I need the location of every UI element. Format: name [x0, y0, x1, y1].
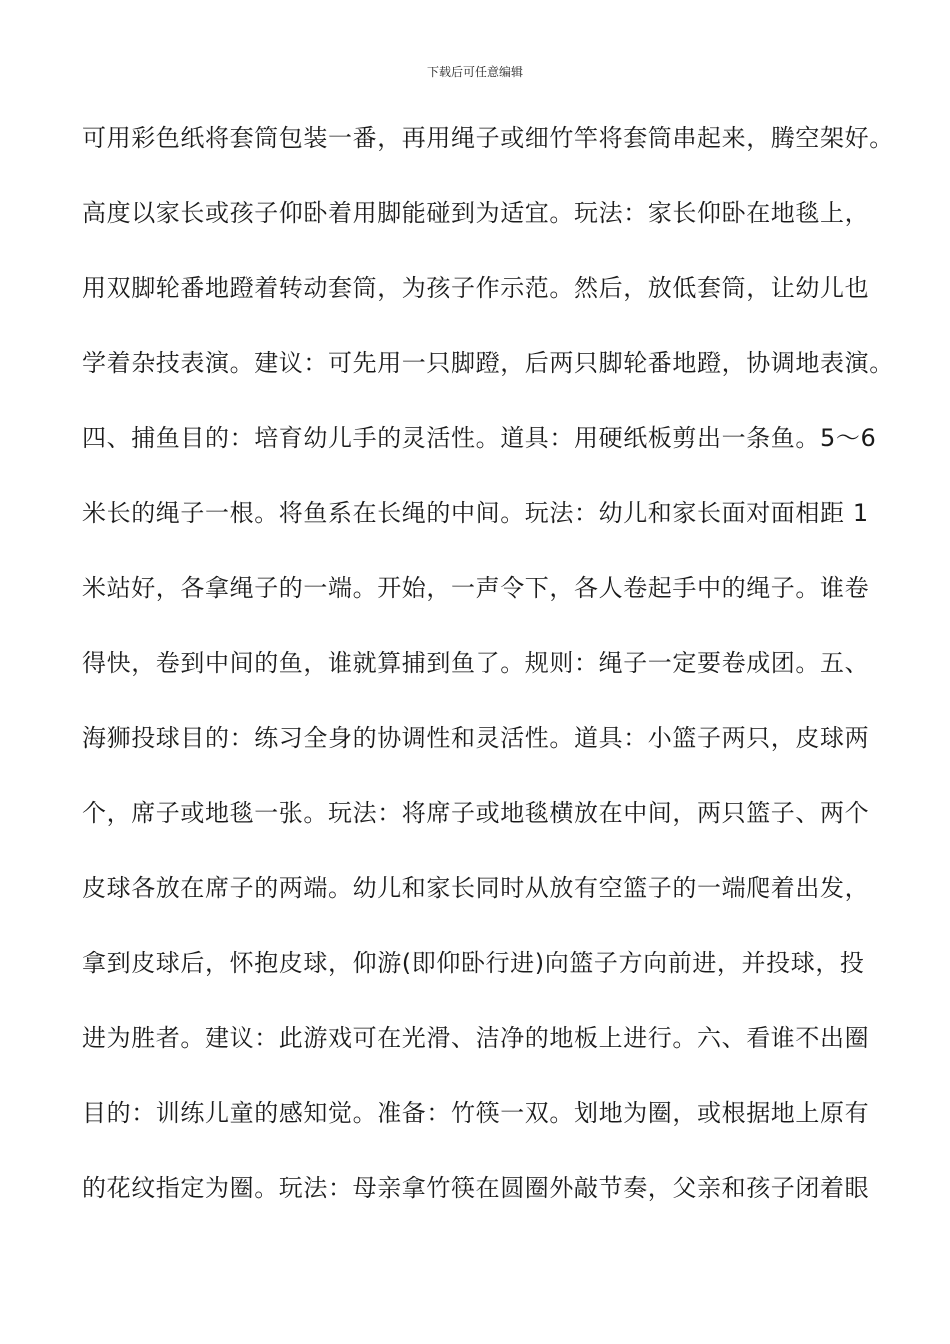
- text-line: 米长的绳子一根。将鱼系在长绳的中间。玩法：幼儿和家长面对面相距 1: [82, 499, 869, 527]
- text-line: 学着杂技表演。建议：可先用一只脚蹬，后两只脚轮番地蹬，协调地表演。: [82, 349, 894, 377]
- text-line: 米站好，各拿绳子的一端。开始，一声令下，各人卷起手中的绳子。谁卷: [82, 574, 870, 602]
- text-line: 目的：训练儿童的感知觉。准备：竹筷一双。划地为圈，或根据地上原有: [82, 1099, 870, 1127]
- text-line: 的花纹指定为圈。玩法：母亲拿竹筷在圆圈外敲节奏，父亲和孩子闭着眼: [82, 1174, 870, 1202]
- text-line: 得快，卷到中间的鱼，谁就算捕到鱼了。规则：绳子一定要卷成团。五、: [82, 649, 870, 677]
- page-header: 下载后可任意编辑: [426, 65, 523, 79]
- document-body: [82, 116, 932, 1241]
- text-line: 海狮投球目的：练习全身的协调性和灵活性。道具：小篮子两只，皮球两: [82, 724, 870, 752]
- text-line: 用双脚轮番地蹬着转动套筒，为孩子作示范。然后，放低套筒，让幼儿也: [82, 274, 870, 302]
- text-line: 可用彩色纸将套筒包装一番，再用绳子或细竹竿将套筒串起来，腾空架好。: [82, 124, 894, 152]
- text-line: 进为胜者。建议：此游戏可在光滑、洁净的地板上进行。六、看谁不出圈: [82, 1024, 870, 1052]
- text-line: 个，席子或地毯一张。玩法：将席子或地毯横放在中间，两只篮子、两个: [82, 799, 870, 827]
- text-line: 四、捕鱼目的：培育幼儿手的灵活性。道具：用硬纸板剪出一条鱼。5～6: [82, 424, 877, 452]
- text-line: 高度以家长或孩子仰卧着用脚能碰到为适宜。玩法：家长仰卧在地毯上，: [82, 199, 870, 227]
- text-line: 皮球各放在席子的两端。幼儿和家长同时从放有空篮子的一端爬着出发，: [82, 874, 870, 902]
- text-line: 拿到皮球后，怀抱皮球，仰游(即仰卧行进)向篮子方向前进，并投球，投: [82, 949, 865, 977]
